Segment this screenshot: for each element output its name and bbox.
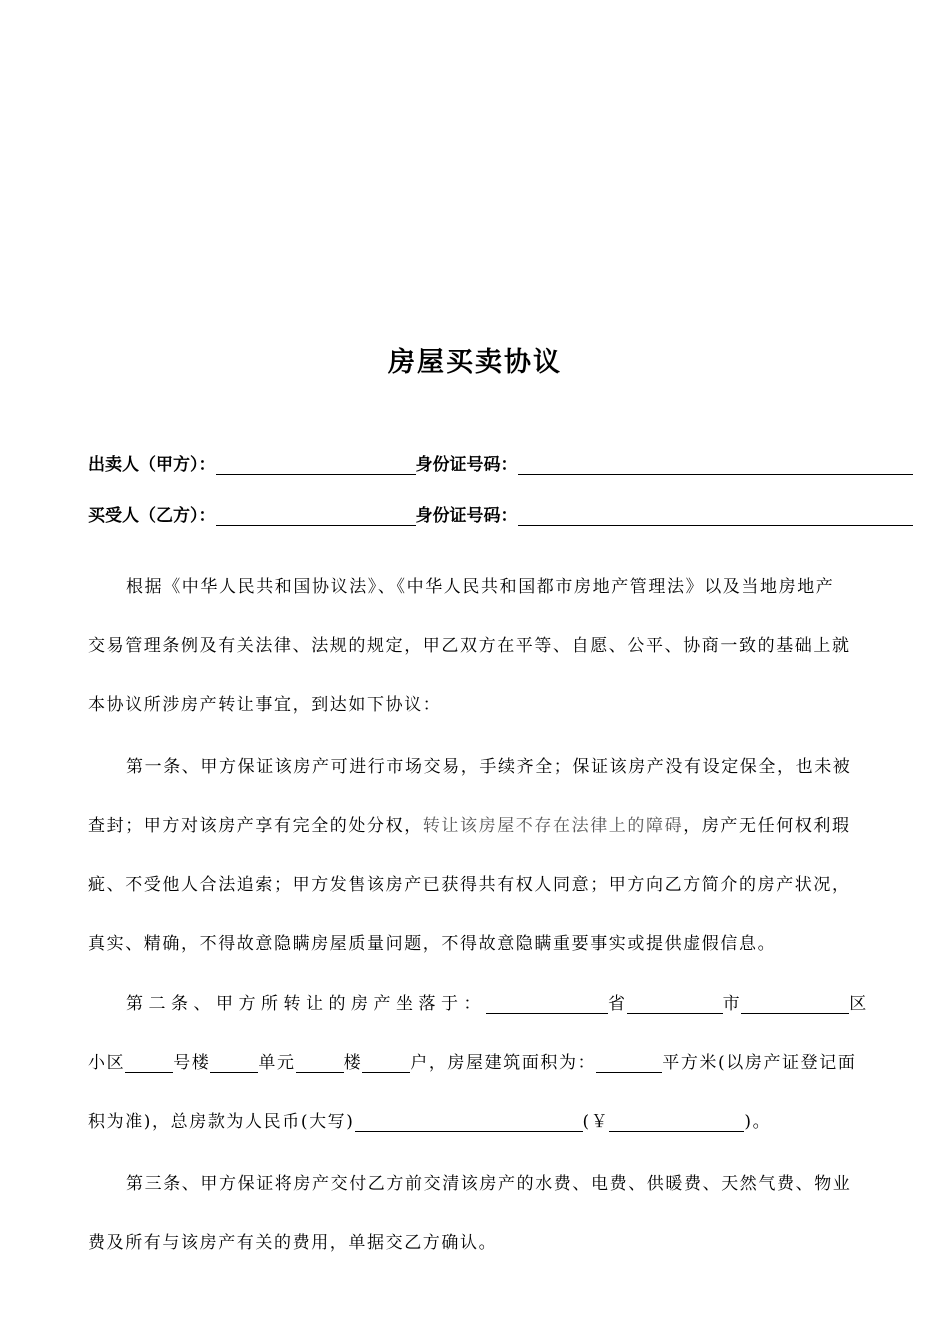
article-1-line: 第一条、甲方保证该房产可进行市场交易，手续齐全；保证该房产没有设定保全，也未被 xyxy=(126,757,852,777)
buyer-id-field[interactable] xyxy=(518,507,913,526)
article-2-line xyxy=(88,1034,878,1093)
article-2-line xyxy=(88,975,878,1034)
buyer-name-field[interactable] xyxy=(216,507,416,526)
seller-row xyxy=(88,450,913,475)
room-field[interactable] xyxy=(362,1054,410,1073)
article-1-text: ，房产无任何权利瑕 xyxy=(683,816,851,836)
seller-label: 出卖人（甲方）： xyxy=(88,455,216,475)
district-field[interactable] xyxy=(741,995,849,1014)
price-yen-open: (￥ xyxy=(582,1112,610,1132)
seller-name-field[interactable] xyxy=(216,456,416,475)
city-label: 市 xyxy=(722,994,742,1014)
province-label: 省 xyxy=(608,994,627,1014)
buyer-row xyxy=(88,501,913,526)
article-3 xyxy=(88,1155,878,1273)
area-field[interactable] xyxy=(596,1054,662,1073)
building-label: 号楼 xyxy=(173,1053,211,1073)
article-3-line: 第三条、甲方保证将房产交付乙方前交清该房产的水费、电费、供暖费、天然气费、物业 xyxy=(126,1174,852,1194)
floor-label: 楼 xyxy=(343,1053,363,1073)
article-2 xyxy=(88,975,878,1152)
document-title: 房屋买卖协议 xyxy=(388,347,562,378)
seller-id-label: 身份证号码： xyxy=(415,455,518,475)
intro-line: 交易管理条例及有关法律、法规的规定，甲乙双方在平等、自愿、公平、协商一致的基础上就 xyxy=(88,636,851,656)
building-field[interactable] xyxy=(125,1054,173,1073)
article-1 xyxy=(88,738,878,974)
floor-field[interactable] xyxy=(296,1054,344,1073)
community-label: 小区 xyxy=(88,1053,126,1073)
price-words-field[interactable] xyxy=(355,1113,583,1132)
article-2-line xyxy=(88,1093,878,1152)
price-number-field[interactable] xyxy=(609,1113,744,1132)
unit-label: 单元 xyxy=(258,1053,296,1073)
city-field[interactable] xyxy=(627,995,723,1014)
area-unit-label: 平方米(以房产证登记面 xyxy=(662,1053,857,1073)
article-1-line: 疵、不受他人合法追索；甲方发售该房产已获得共有权人同意；甲方向乙方简介的房产状况， xyxy=(88,875,851,895)
price-label: 积为准)，总房款为人民币(大写) xyxy=(88,1112,355,1132)
district-label: 区 xyxy=(849,994,868,1014)
price-yen-close: )。 xyxy=(744,1112,772,1132)
province-field[interactable] xyxy=(486,995,608,1014)
buyer-label: 买受人（乙方）： xyxy=(88,506,216,526)
room-label: 户，房屋建筑面积为： xyxy=(410,1053,597,1073)
article-1-highlight: 转让该房屋不存在法律上的障碍 xyxy=(422,816,684,836)
buyer-id-label: 身份证号码： xyxy=(415,506,518,526)
intro-line: 本协议所涉房产转让事宜，到达如下协议： xyxy=(88,695,442,715)
intro-line: 根据《中华人民共和国协议法》、《中华人民共和国都市房地产管理法》以及当地房地产 xyxy=(126,577,835,597)
intro-paragraph xyxy=(88,558,878,735)
article-1-line: 真实、精确，不得故意隐瞒房屋质量问题，不得故意隐瞒重要事实或提供虚假信息。 xyxy=(88,934,777,954)
article-3-line: 费及所有与该房产有关的费用，单据交乙方确认。 xyxy=(88,1233,498,1253)
article-1-line xyxy=(88,797,878,856)
address-prefix: 第二条、甲方所转让的房产坐落于： xyxy=(126,994,486,1014)
unit-field[interactable] xyxy=(210,1054,258,1073)
seller-id-field[interactable] xyxy=(518,456,913,475)
article-1-text: 查封；甲方对该房产享有完全的处分权， xyxy=(88,816,423,836)
